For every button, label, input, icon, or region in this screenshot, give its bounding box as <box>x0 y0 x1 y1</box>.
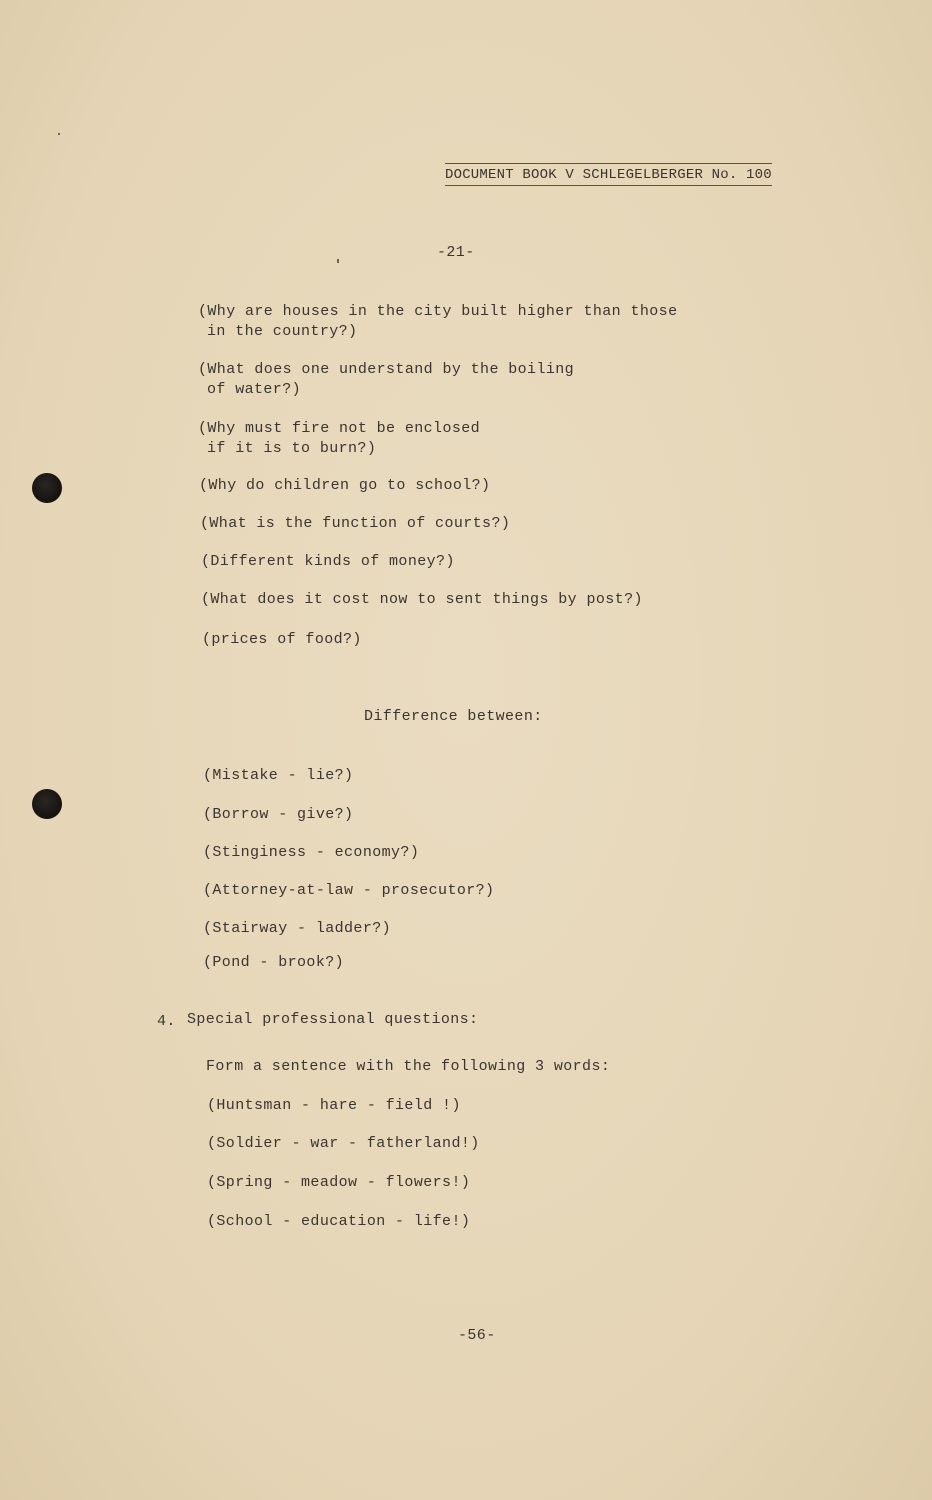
sentence-item: (School - education - life!) <box>207 1213 471 1230</box>
difference-heading: Difference between: <box>364 708 543 725</box>
top-page-number: -21- <box>437 244 475 261</box>
question-line: (What does it cost now to sent things by post?) <box>201 591 643 608</box>
punch-hole-top <box>32 473 62 503</box>
question-line: (Why must fire not be enclosed <box>198 420 481 437</box>
stray-mark <box>58 133 60 135</box>
punch-hole-bottom <box>32 789 62 819</box>
question-line: (Why do children go to school?) <box>199 477 491 494</box>
difference-item: (Stairway - ladder?) <box>203 920 392 937</box>
difference-item: (Stinginess - economy?) <box>203 844 420 861</box>
question-line: (prices of food?) <box>202 631 362 648</box>
bottom-page-number: -56- <box>458 1327 496 1344</box>
question-line: (Different kinds of money?) <box>201 553 455 570</box>
stray-mark <box>337 259 339 263</box>
question-line: (Why are houses in the city built higher than those <box>198 303 678 320</box>
difference-item: (Pond - brook?) <box>203 954 345 971</box>
question-line: if it is to burn?) <box>207 440 377 457</box>
sentence-item: (Spring - meadow - flowers!) <box>207 1174 471 1191</box>
question-line: (What is the function of courts?) <box>200 515 511 532</box>
difference-item: (Mistake - lie?) <box>203 767 354 784</box>
sentence-item: (Soldier - war - fatherland!) <box>207 1135 480 1152</box>
question-line: in the country?) <box>207 323 358 340</box>
section-instruction: Form a sentence with the following 3 words: <box>206 1058 611 1075</box>
sentence-item: (Huntsman - hare - field !) <box>207 1097 461 1114</box>
difference-item: (Borrow - give?) <box>203 806 354 823</box>
section-number: 4. <box>157 1013 176 1030</box>
document-header: DOCUMENT BOOK V SCHLEGELBERGER No. 100 <box>445 163 772 186</box>
difference-item: (Attorney-at-law - prosecutor?) <box>203 882 495 899</box>
section-title: Special professional questions: <box>187 1011 479 1028</box>
question-line: of water?) <box>207 381 302 398</box>
question-line: (What does one understand by the boiling <box>198 361 575 378</box>
